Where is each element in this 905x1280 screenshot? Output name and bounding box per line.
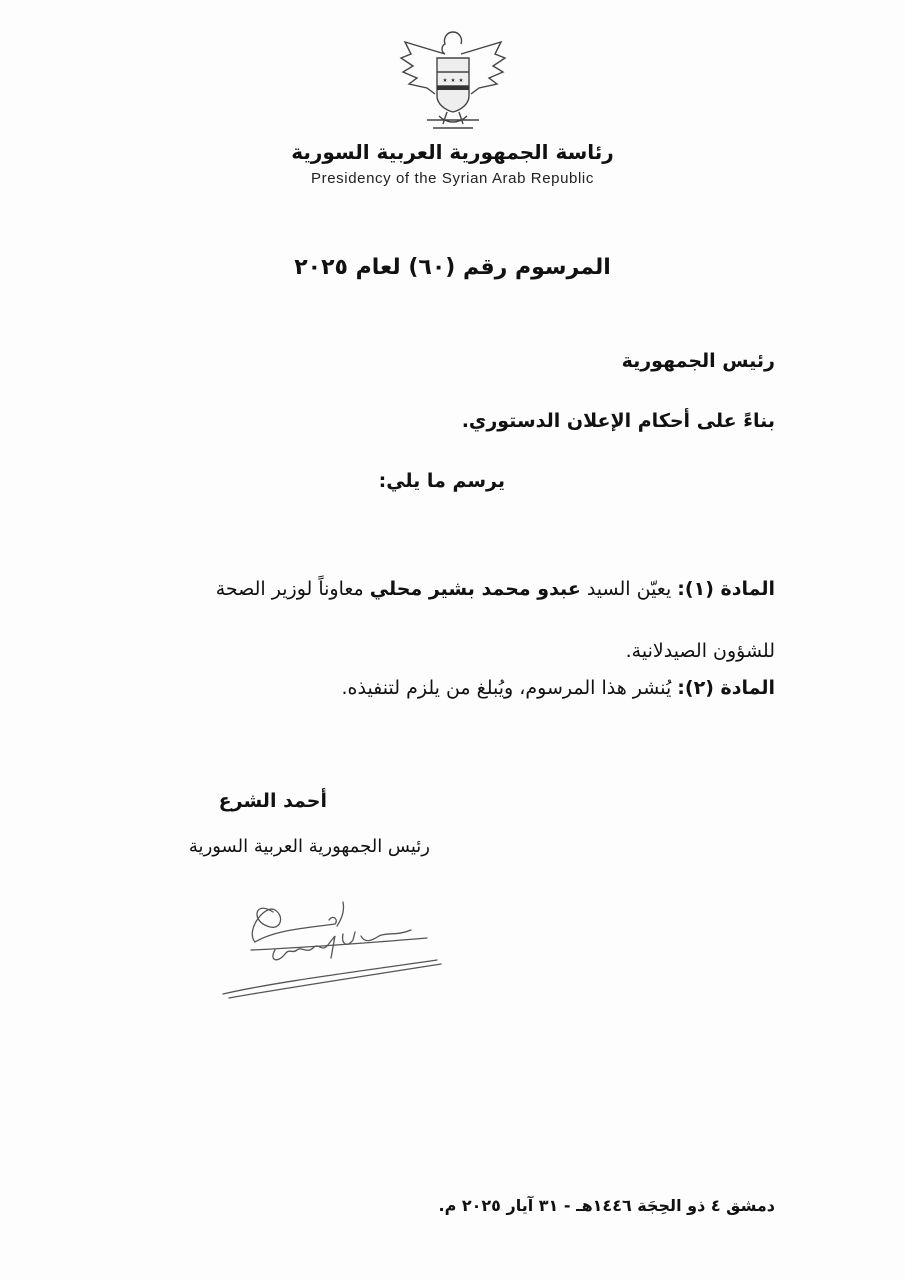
article-1-text-after: معاوناً لوزير الصحة للشؤون الصيدلانية. — [215, 578, 775, 662]
presidency-title-arabic: رئاسة الجمهورية العربية السورية — [291, 140, 614, 164]
decrees-line: يرسم ما يلي: — [378, 470, 505, 492]
article-2 — [341, 677, 775, 699]
president-line: رئيس الجمهورية — [621, 350, 775, 372]
date-line: دمشق ٤ ذو الحِجَة ١٤٤٦هـ - ٣١ آيار ٢٠٢٥ م. — [438, 1196, 775, 1215]
eagle-emblem-icon — [397, 24, 509, 132]
decree-title: المرسوم رقم (٦٠) لعام ٢٠٢٥ — [294, 255, 611, 280]
article-1 — [175, 558, 775, 682]
constitutional-basis: بناءً على أحكام الإعلان الدستوري. — [461, 410, 775, 432]
handwritten-signature — [215, 890, 445, 1000]
article-1-label: المادة (١): — [677, 578, 775, 600]
presidency-title-english: Presidency of the Syrian Arab Republic — [311, 170, 594, 187]
signatory-title: رئيس الجمهورية العربية السورية — [188, 836, 430, 857]
article-2-label: المادة (٢): — [677, 677, 775, 699]
signatory-name: أحمد الشرع — [218, 790, 327, 812]
appointee-name: عبدو محمد بشير محلي — [369, 578, 581, 600]
article-1-text-before: يعيّن السيد — [580, 578, 678, 600]
article-2-text: يُنشر هذا المرسوم، ويُبلغ من يلزم لتنفيذه. — [341, 677, 678, 699]
